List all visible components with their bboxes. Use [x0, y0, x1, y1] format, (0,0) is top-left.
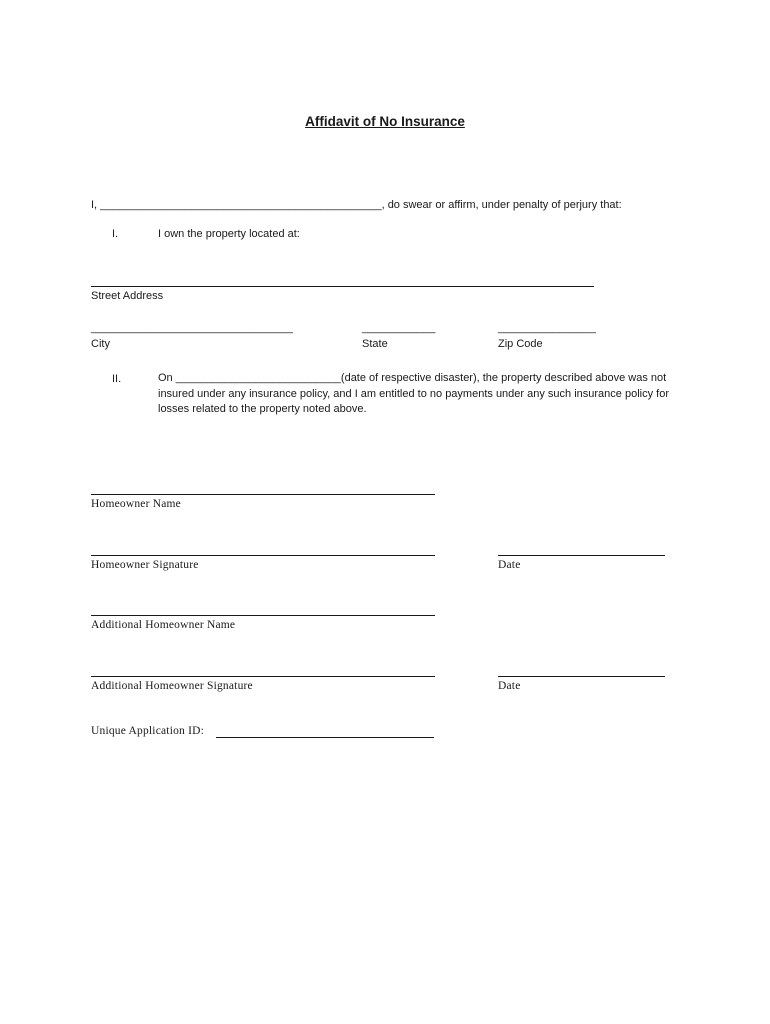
item-1-text: I own the property located at: [158, 228, 300, 240]
date-line-2[interactable] [498, 676, 665, 677]
item-1-numeral: I. [112, 228, 119, 240]
state-label: State [362, 338, 388, 350]
additional-homeowner-signature-label: Additional Homeowner Signature [91, 680, 253, 692]
application-id-label: Unique Application ID: [91, 725, 204, 737]
item-2-numeral: II. [112, 373, 122, 385]
city-label: City [91, 338, 110, 350]
homeowner-name-line[interactable] [91, 494, 435, 495]
date-label-1: Date [498, 559, 521, 571]
street-address-label: Street Address [91, 290, 164, 302]
swear-affirm-line: I, ______________________________________________, do swear or affirm, under penalty of perjury that: [91, 199, 622, 211]
additional-homeowner-signature-line[interactable] [91, 676, 435, 677]
additional-homeowner-name-line[interactable] [91, 615, 435, 616]
document-title: Affidavit of No Insurance [305, 114, 465, 129]
homeowner-name-label: Homeowner Name [91, 498, 181, 510]
additional-homeowner-name-label: Additional Homeowner Name [91, 619, 236, 631]
zip-code-label: Zip Code [498, 338, 543, 350]
street-address-line[interactable] [91, 286, 594, 287]
homeowner-signature-line[interactable] [91, 555, 435, 556]
date-label-2: Date [498, 680, 521, 692]
state-blank[interactable]: ____________ [362, 322, 436, 334]
zip-code-blank[interactable]: ________________ [498, 322, 596, 334]
application-id-line[interactable] [216, 737, 434, 738]
unique-application-id [91, 725, 204, 737]
date-line-1[interactable] [498, 555, 665, 556]
item-2-text: On ___________________________(date of respective disaster), the property described above was not insured under any insurance policy, and I am entitled to no payments under any such insurance policy for losses related to the property noted above. [158, 372, 669, 415]
city-blank[interactable]: _________________________________ [91, 322, 293, 334]
homeowner-signature-label: Homeowner Signature [91, 559, 199, 571]
